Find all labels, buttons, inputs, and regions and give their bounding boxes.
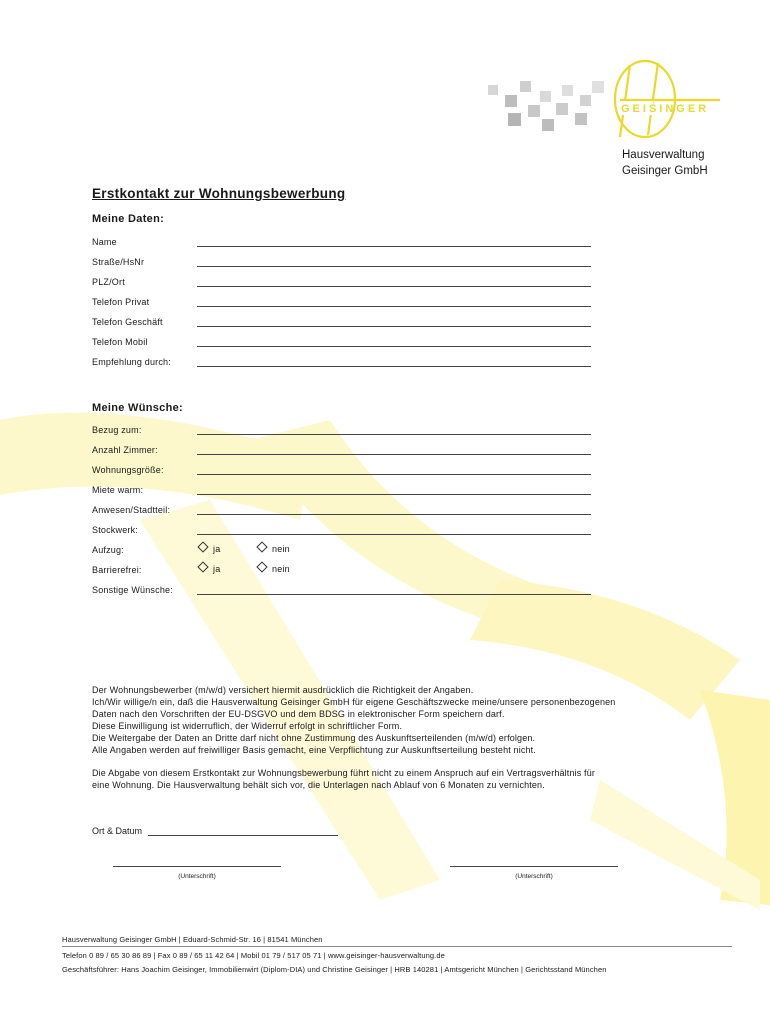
consent-line: Alle Angaben werden auf freiwilliger Basis gemacht, eine Verpflichtung zur Auskunftserteilung besteht nicht. [92,745,536,755]
ort-datum-input-line[interactable] [148,835,338,836]
sonstige-label: Sonstige Wünsche: [92,585,173,595]
personal-field-row [92,297,592,311]
consent-paragraph [92,684,692,756]
personal-field-input-line[interactable] [197,346,591,347]
form-title: Erstkontakt zur Wohnungsbewerbung [92,186,346,201]
company-name [622,147,708,179]
notice-line: Die Abgabe von diesem Erstkontakt zur Wohnungsbewerbung führt nicht zu einem Anspruch auf ein Vertragsverhältnis für [92,768,596,778]
aufzug-nein-option[interactable] [258,544,290,554]
wish-field-label: Wohnungsgröße: [92,465,164,475]
barrierefrei-ja-label: ja [213,564,221,574]
personal-field-label: Straße/HsNr [92,257,145,267]
diamond-checkbox-icon[interactable] [256,561,267,572]
personal-field-label: Empfehlung durch: [92,357,171,367]
personal-field-row [92,257,592,271]
aufzug-row [92,545,592,559]
wish-field-label: Miete warm: [92,485,144,495]
ort-datum-label: Ort & Datum [92,826,143,836]
personal-field-label: Telefon Geschäft [92,317,163,327]
wish-field-input-line[interactable] [197,514,591,515]
wish-field-input-line[interactable] [197,454,591,455]
wish-field-row [92,505,592,519]
section-wishes-heading: Meine Wünsche: [92,402,183,414]
wish-field-label: Bezug zum: [92,425,142,435]
aufzug-nein-label: nein [272,544,290,554]
wish-field-row [92,485,592,499]
personal-field-input-line[interactable] [197,326,591,327]
aufzug-ja-option[interactable] [199,544,220,554]
wish-field-row [92,465,592,479]
barrierefrei-ja-option[interactable] [199,564,220,574]
diamond-checkbox-icon[interactable] [197,541,208,552]
footer-address: Hausverwaltung Geisinger GmbH | Eduard-Schmid-Str. 16 | 81541 München [62,935,323,944]
personal-field-row [92,357,592,371]
sonstige-row [92,585,592,599]
personal-field-input-line[interactable] [197,366,591,367]
personal-field-input-line[interactable] [197,266,591,267]
personal-field-label: Telefon Mobil [92,337,148,347]
consent-line: Diese Einwilligung ist widerruflich, der Widerruf erfolgt in schriftlicher Form. [92,721,403,731]
wish-field-row [92,425,592,439]
company-line-1: Hausverwaltung [622,149,705,161]
notice-paragraph [92,767,692,791]
personal-field-row [92,317,592,331]
logo-text: GEISINGER [621,103,710,115]
footer-legal: Geschäftsführer: Hans Joachim Geisinger, Immobilienwirt (Diplom-DIA) und Christine Geisinger | HRB 140281 | Amtsgericht München | Gerichtsstand München [62,965,607,974]
personal-field-label: PLZ/Ort [92,277,125,287]
signature-left-caption: (Unterschrift) [178,873,216,880]
wish-field-label: Anwesen/Stadtteil: [92,505,171,515]
wish-field-input-line[interactable] [197,474,591,475]
wish-field-label: Anzahl Zimmer: [92,445,158,455]
company-line-2: Geisinger GmbH [622,165,708,177]
personal-field-input-line[interactable] [197,286,591,287]
barrierefrei-nein-label: nein [272,564,290,574]
signature-right-caption: (Unterschrift) [515,873,553,880]
consent-line: Der Wohnungsbewerber (m/w/d) versichert hiermit ausdrücklich die Richtigkeit der Angaben. [92,685,474,695]
wish-field-row [92,445,592,459]
wish-field-row [92,525,592,539]
personal-field-row [92,337,592,351]
diamond-checkbox-icon[interactable] [256,541,267,552]
section-personal-heading: Meine Daten: [92,213,165,225]
personal-field-row [92,277,592,291]
barrierefrei-label: Barrierefrei: [92,565,142,575]
personal-field-input-line[interactable] [197,246,591,247]
personal-field-input-line[interactable] [197,306,591,307]
ort-datum-field [92,826,338,836]
wish-field-label: Stockwerk: [92,525,139,535]
consent-line: Die Weitergabe der Daten an Dritte darf nicht ohne Zustimmung des Auskunftserteilenden (m/w/d) erfolgen. [92,733,536,743]
barrierefrei-row [92,565,592,579]
diamond-checkbox-icon[interactable] [197,561,208,572]
aufzug-label: Aufzug: [92,545,124,555]
footer-divider [62,946,732,947]
signature-right-line[interactable] [450,866,618,867]
consent-line: Ich/Wir willige/n ein, daß die Hausverwaltung Geisinger GmbH für eigene Geschäftszwecke meine/unsere personenbezogenen [92,697,616,707]
signature-left-line[interactable] [113,866,281,867]
footer-contact: Telefon 0 89 / 65 30 86 89 | Fax 0 89 / 65 11 42 64 | Mobil 01 79 / 517 05 71 | www.geisinger-hausverwaltung.de [62,951,445,960]
personal-field-row [92,237,592,251]
wish-field-input-line[interactable] [197,434,591,435]
personal-field-label: Telefon Privat [92,297,150,307]
sonstige-input-line[interactable] [197,594,591,595]
notice-line: eine Wohnung. Die Hausverwaltung behält sich vor, die Unterlagen nach Ablauf von 6 Monaten zu vernichten. [92,780,545,790]
aufzug-ja-label: ja [213,544,221,554]
signature-right [450,866,618,880]
signature-left [113,866,281,880]
wish-field-input-line[interactable] [197,494,591,495]
wish-field-input-line[interactable] [197,534,591,535]
geisinger-logo [480,55,730,150]
barrierefrei-nein-option[interactable] [258,564,290,574]
personal-field-label: Name [92,237,117,247]
consent-line: Daten nach den Vorschriften der EU-DSGVO und dem BDSG in elektronischer Form speichern darf. [92,709,505,719]
